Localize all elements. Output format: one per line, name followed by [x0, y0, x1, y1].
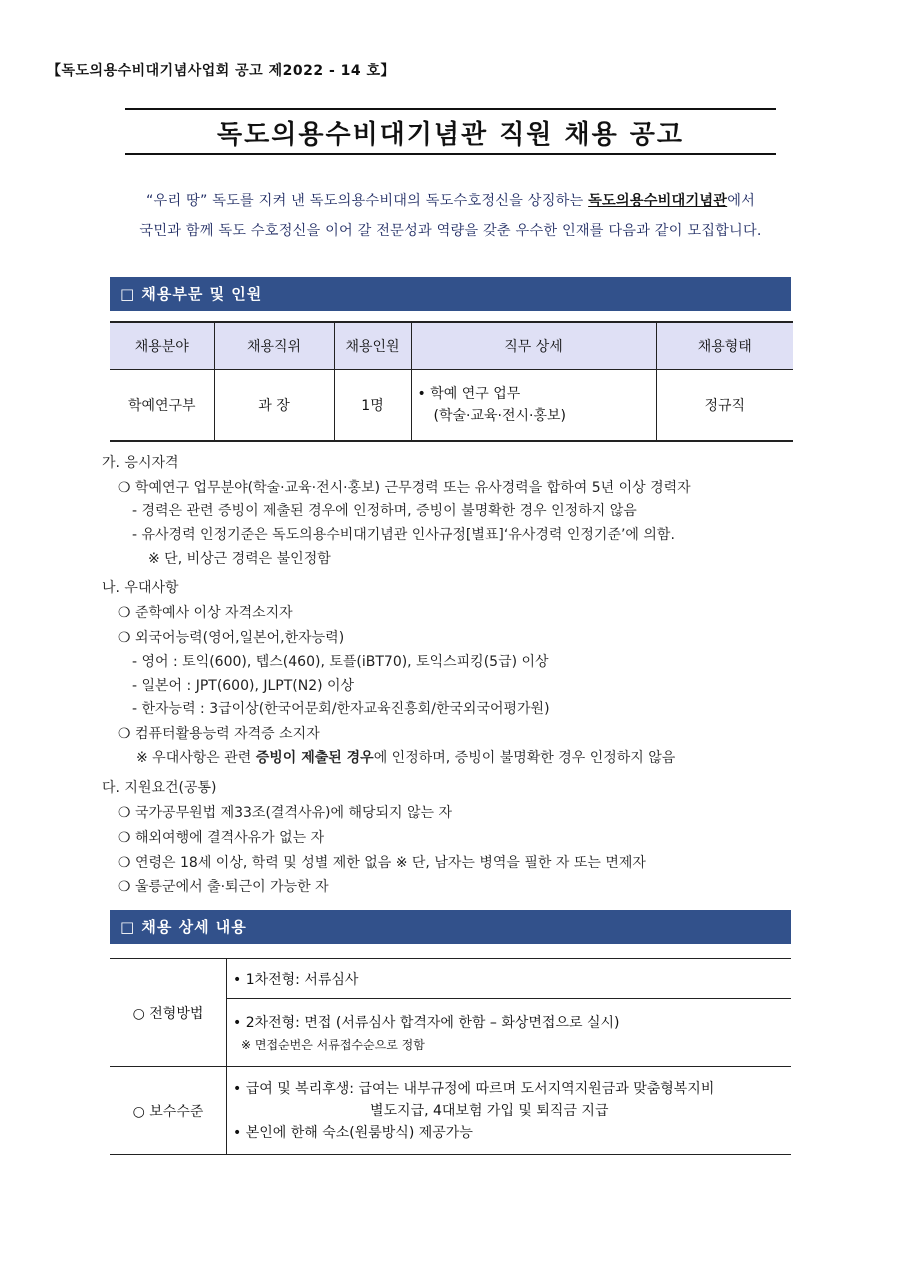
duty-sub: (학술·교육·전시·홍보): [433, 408, 566, 424]
requirement-item: ❍ 연령은 18세 이상, 학력 및 성별 제한 없음 ※ 단, 남자는 병역을 필한 자 또는 면제자: [118, 855, 646, 871]
qualification-item: ❍ 학예연구 업무분야(학술·교육·전시·홍보) 근무경력 또는 유사경력을 합하여 5년 이상 경력자: [118, 480, 691, 496]
preference-detail: - 영어 : 토익(600), 텝스(460), 토플(iBT70), 토익스피킹(5급) 이상: [132, 654, 549, 670]
stage2-note: ※ 면접순번은 서류접수순으로 정함: [241, 1038, 425, 1052]
pay-content: [227, 1067, 792, 1155]
qualification-note: ※ 단, 비상근 경력은 불인정함: [148, 551, 331, 567]
cell-type: 정규직: [656, 370, 793, 442]
cell-field: 학예연구부: [110, 370, 214, 442]
recruitment-table: [110, 321, 793, 442]
stage2-text: • 2차전형: 면접 (서류심사 합격자에 한함 – 화상면접으로 실시): [233, 1015, 620, 1031]
preference-detail: - 일본어 : JPT(600), JLPT(N2) 이상: [132, 678, 355, 694]
preferences-label: 나. 우대사항: [102, 580, 179, 596]
pay-label: ○ 보수수준: [110, 1067, 227, 1155]
preference-detail: - 한자능력 : 3급이상(한국어문회/한자교육진흥회/한국외국어평가원): [132, 701, 550, 717]
section-header-details: □ 채용 상세 내용: [110, 910, 791, 944]
header-field: 채용분야: [110, 322, 214, 370]
preference-note: [136, 747, 675, 767]
title-rule-top: [125, 108, 776, 110]
details-table: [110, 958, 791, 1155]
intro-bold-name: 독도의용수비대기념관: [588, 193, 728, 209]
pay-line1-cont: 별도지급, 4대보험 가입 및 퇴직금 지급: [370, 1102, 609, 1119]
header-count: 채용인원: [334, 322, 411, 370]
requirements-label: 다. 지원요건(공통): [102, 780, 217, 796]
pay-line2: • 본인에 한해 숙소(원룸방식) 제공가능: [233, 1124, 473, 1141]
preference-item: ❍ 준학예사 이상 자격소지자: [118, 605, 293, 621]
table-row: [110, 370, 793, 442]
title-rule-bottom: [125, 153, 776, 155]
table-row: [110, 959, 791, 999]
preference-note-part1: ※ 우대사항은 관련: [136, 750, 256, 766]
selection-stage1: • 1차전형: 서류심사: [227, 959, 792, 999]
pay-line1: • 급여 및 복리후생: 급여는 내부규정에 따르며 도서지역지원금과 맞춤형복지비: [233, 1080, 715, 1097]
qualification-detail: - 경력은 관련 증빙이 제출된 경우에 인정하며, 증빙이 불명확한 경우 인정하지 않음: [132, 503, 637, 519]
preference-note-part2: 에 인정하며, 증빙이 불명확한 경우 인정하지 않음: [373, 750, 676, 766]
selection-label: ○ 전형방법: [110, 959, 227, 1067]
notice-number: 【독도의용수비대기념사업회 공고 제2022 - 14 호】: [47, 63, 396, 79]
intro-line2: 국민과 함께 독도 수호정신을 이어 갈 전문성과 역량을 갖춘 우수한 인재를 다음과 같이 모집합니다.: [139, 223, 762, 239]
qualifications-label: 가. 응시자격: [102, 455, 179, 471]
requirement-item: ❍ 해외여행에 결격사유가 없는 자: [118, 830, 325, 846]
cell-duty: [411, 370, 656, 442]
header-type: 채용형태: [656, 322, 793, 370]
preference-note-bold: 증빙이 제출된 경우: [255, 750, 374, 766]
intro-part1: “우리 땅” 독도를 지켜 낸 독도의용수비대의 독도수호정신을 상징하는: [146, 193, 589, 209]
preference-item: ❍ 외국어능력(영어,일본어,한자능력): [118, 630, 345, 646]
qualification-detail: - 유사경력 인정기준은 독도의용수비대기념관 인사규정[별표]‘유사경력 인정기준’에 의함.: [132, 527, 675, 543]
requirement-item: ❍ 울릉군에서 출·퇴근이 가능한 자: [118, 879, 329, 895]
header-position: 채용직위: [214, 322, 334, 370]
intro-part2: 에서: [727, 193, 755, 209]
requirement-item: ❍ 국가공무원법 제33조(결격사유)에 해당되지 않는 자: [118, 805, 453, 821]
intro-paragraph: [108, 186, 793, 246]
cell-position: 과 장: [214, 370, 334, 442]
preference-item: ❍ 컴퓨터활용능력 자격증 소지자: [118, 726, 320, 742]
table-row: [110, 1067, 791, 1155]
section-header-recruitment: □ 채용부문 및 인원: [110, 277, 791, 311]
cell-count: 1명: [334, 370, 411, 442]
duty-main: • 학예 연구 업무: [417, 386, 521, 402]
page-title: 독도의용수비대기념관 직원 채용 공고: [216, 120, 684, 150]
table-header-row: [110, 322, 793, 370]
selection-stage2: [227, 999, 792, 1067]
header-duty: 직무 상세: [411, 322, 656, 370]
